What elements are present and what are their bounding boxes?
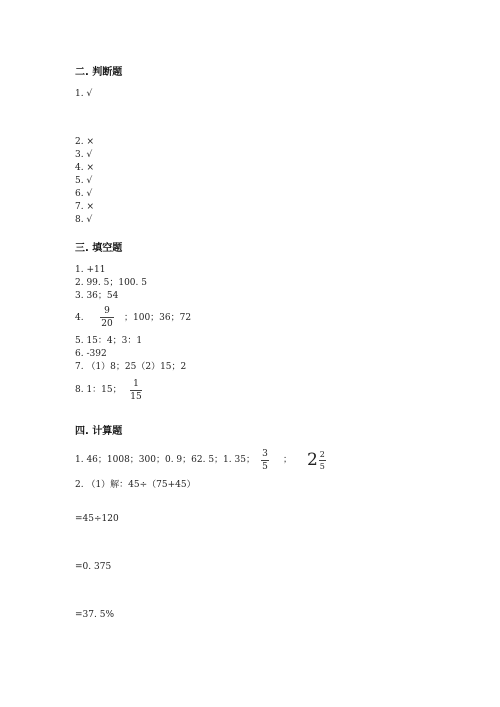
- judgement-item-8: 8. √: [75, 215, 93, 225]
- fill-answer-7: 7. （1）8；25（2）15；2: [75, 362, 187, 372]
- section-2-title: 二. 判断题: [75, 67, 123, 78]
- fill-answer-3: 3. 36；54: [75, 291, 119, 301]
- fill-answer-4-prefix: 4.: [75, 313, 84, 323]
- fraction-numerator: 1: [133, 379, 139, 389]
- judgement-item-2: 2. ×: [75, 137, 94, 147]
- mixed-fraction: [319, 450, 326, 471]
- judgement-item-6: 6. √: [75, 189, 93, 199]
- section-4-title: 四. 计算题: [75, 426, 123, 437]
- fraction-bar: [261, 460, 269, 461]
- calc-answer-2-line-4: =37. 5%: [75, 610, 114, 620]
- calc-answer-1-mixed-number: [307, 450, 326, 471]
- judgement-item-4: 4. ×: [75, 163, 94, 173]
- fill-answer-6: 6. -392: [75, 349, 107, 359]
- fraction-numerator: 3: [262, 449, 268, 459]
- judgement-item-1: 1. √: [75, 89, 93, 99]
- fraction-bar: [100, 317, 114, 318]
- fraction-numerator: 9: [104, 306, 110, 316]
- fill-answer-8-fraction: [130, 379, 142, 402]
- fraction-denominator: 20: [101, 319, 113, 329]
- calc-answer-1: 1. 46；1008；300；0. 9；62. 5；1. 35；: [75, 455, 255, 465]
- mixed-whole: 2: [307, 450, 318, 470]
- judgement-item-3: 3. √: [75, 150, 93, 160]
- fraction-bar: [130, 390, 142, 391]
- fill-answer-5: 5. 15：4；3：1: [75, 336, 143, 346]
- fill-answer-2: 2. 99. 5；100. 5: [75, 278, 147, 288]
- fraction-bar: [319, 460, 326, 461]
- calc-answer-2-line-1: 2. （1）解：45÷（75+45）: [75, 480, 196, 490]
- calc-answer-2-line-2: =45÷120: [75, 514, 119, 524]
- calc-answer-2-line-3: =0. 375: [75, 562, 112, 572]
- fraction-numerator: 2: [319, 450, 325, 459]
- calc-answer-1-separator: ；: [283, 455, 293, 465]
- fraction-denominator: 5: [319, 462, 325, 471]
- fill-answer-4-rest: ；100；36；72: [124, 313, 192, 323]
- fill-answer-8-prefix: 8. 1：15；: [75, 385, 122, 395]
- judgement-item-7: 7. ×: [75, 202, 94, 212]
- section-3-title: 三. 填空题: [75, 243, 123, 254]
- judgement-item-5: 5. √: [75, 176, 93, 186]
- calc-answer-1-fraction: [261, 449, 269, 472]
- fill-answer-1: 1. +11: [75, 265, 106, 275]
- fill-answer-4-fraction: [100, 306, 114, 329]
- fraction-denominator: 15: [130, 392, 142, 402]
- fraction-denominator: 5: [262, 462, 268, 472]
